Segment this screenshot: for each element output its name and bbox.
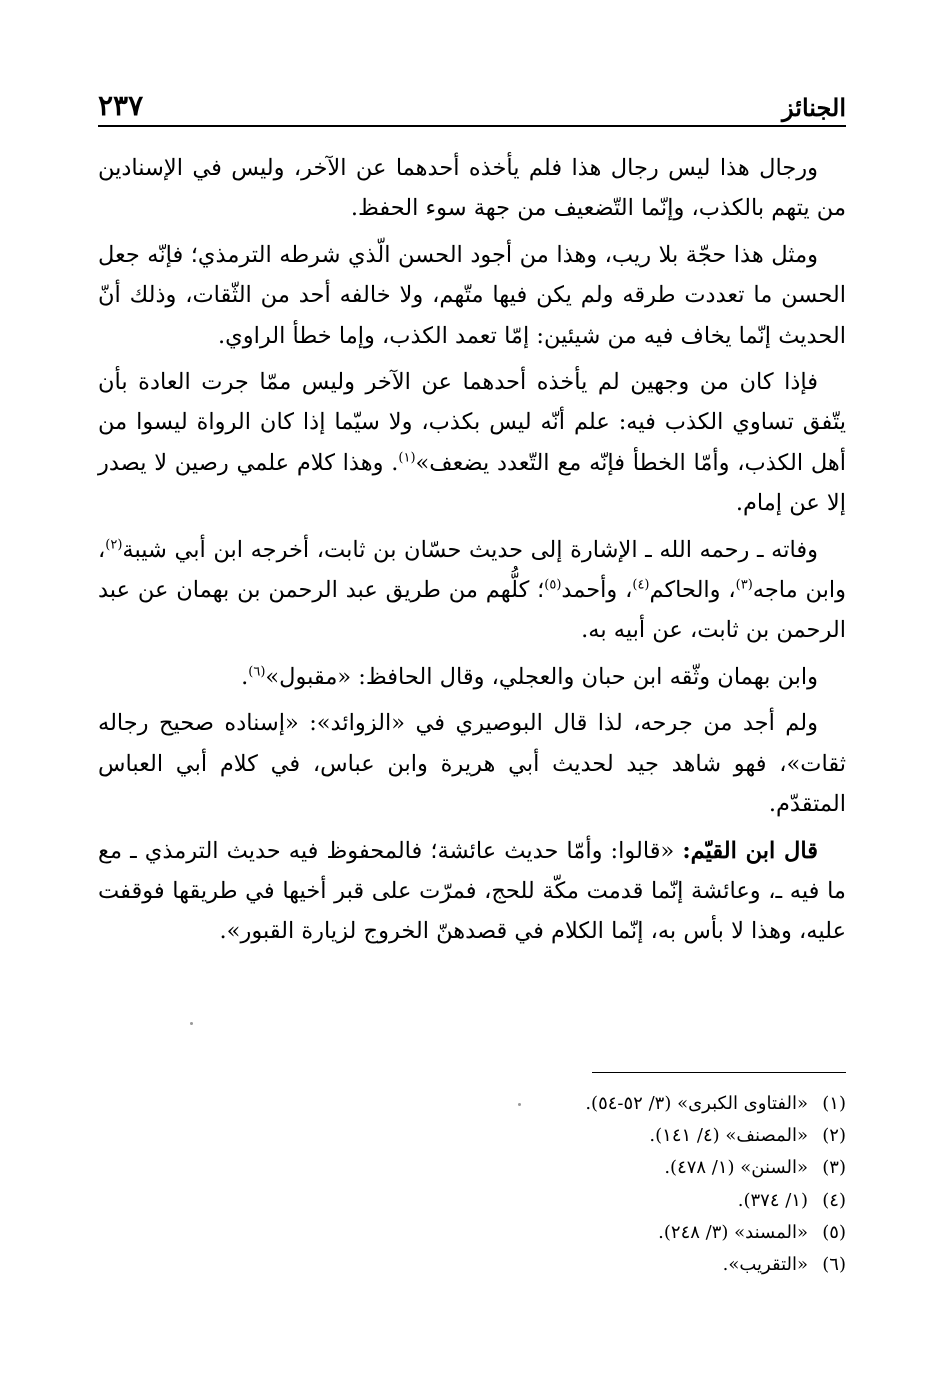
footnote-ref-4[interactable]: (٤) bbox=[632, 577, 650, 593]
chapter-title: الجنائز bbox=[782, 93, 846, 122]
header-rule bbox=[98, 125, 846, 127]
footnote-number: (٣) bbox=[822, 1157, 846, 1179]
paragraph-3-text: فإذا كان من وجهين لم يأخذه أحدهما عن الآخر وليس ممّا جرت العادة بأن يتّفق تساوي الكذب فيه: علم أنّه ليس بكذب، ولا سيّما إذا كان الرواة ليسوا من أهل الكذب، وأمّا الخطأ فإنّه مع التّعدد يضعف» bbox=[98, 369, 846, 476]
paragraph-2-text: ومثل هذا حجّة بلا ريب، وهذا من أجود الحسن الّذي شرطه الترمذي؛ فإنّه جعل الحسن ما تعددت طرقه ولم يكن فيها متّهم، ولا خالفه أحد من الثّقات، وذلك أنّ الحديث إنّما يخاف فيه من شيئين: إمّا تعمد الكذب، وإما خطأ الراوي. bbox=[98, 241, 846, 349]
paragraph-4-text: وفاته ـ رحمه الله ـ الإشارة إلى حديث حسّان بن ثابت، أخرجه ابن أبي شيبة bbox=[122, 536, 818, 563]
scan-speck bbox=[518, 1103, 521, 1106]
paragraph-5-text: وابن بهمان وثّقه ابن حبان والعجلي، وقال الحافظ: «مقبول» bbox=[265, 663, 818, 690]
paragraph-7-text: «قالوا: وأمّا حديث عائشة؛ فالمحفوظ فيه حديث الترمذي ـ مع ما فيه ـ، وعائشة إنّما قدمت مكّة للحج، فمرّت على قبر أخيها في طريقها فوقفت عليه، وهذا لا بأس به، إنّما الكلام في قصدهنّ الخروج لزيارة القبور». bbox=[98, 837, 846, 945]
footnote-text: (١/ ٣٧٤). bbox=[737, 1189, 808, 1211]
paragraph-5 bbox=[98, 657, 846, 697]
paragraph-4-text-c: ، والحاكم bbox=[649, 577, 736, 604]
paragraph-7 bbox=[98, 831, 846, 952]
page-header bbox=[98, 82, 846, 122]
quote-lead-ibn-alqayyim: قال ابن القيّم: bbox=[682, 837, 818, 864]
footnote-ref-6[interactable]: (٦) bbox=[248, 664, 266, 680]
footnote-3 bbox=[400, 1152, 846, 1184]
footnote-text: «المصنف» (٤/ ١٤١). bbox=[649, 1125, 808, 1147]
paragraph-2 bbox=[98, 235, 846, 356]
footnote-text: «السنن» (١/ ٤٧٨). bbox=[664, 1157, 808, 1179]
footnote-ref-2[interactable]: (٢) bbox=[105, 537, 123, 553]
footnote-number: (٦) bbox=[822, 1254, 846, 1276]
footnote-number: (٤) bbox=[822, 1189, 846, 1211]
page-number: ٢٣٧ bbox=[98, 89, 144, 122]
paragraph-3 bbox=[98, 362, 846, 524]
footnote-separator bbox=[592, 1072, 846, 1073]
scan-speck bbox=[190, 1022, 193, 1025]
footnote-number: (١) bbox=[822, 1093, 846, 1114]
footnote-5 bbox=[400, 1217, 846, 1249]
footnote-text: «الفتاوى الكبرى» (٣/ ٥٢-٥٤). bbox=[585, 1093, 808, 1114]
paragraph-5-text-end: . bbox=[241, 663, 249, 690]
footnote-1 bbox=[400, 1088, 846, 1120]
footnote-6 bbox=[400, 1249, 846, 1281]
footnote-text: «المسند» (٣/ ٢٤٨). bbox=[658, 1221, 808, 1243]
paragraph-3-text-end: . وهذا كلام علمي رصين لا يصدر إلا عن إمام. bbox=[98, 449, 846, 517]
paragraph-1 bbox=[98, 148, 846, 229]
paragraph-4-text-d: ، وأحمد bbox=[561, 577, 633, 604]
main-text bbox=[98, 148, 846, 958]
paragraph-6 bbox=[98, 703, 846, 824]
paragraph-4 bbox=[98, 530, 846, 651]
footnote-text: «التقريب». bbox=[722, 1254, 808, 1276]
footnote-2 bbox=[400, 1120, 846, 1152]
footnote-number: (٥) bbox=[822, 1221, 846, 1243]
footnote-ref-3[interactable]: (٣) bbox=[735, 577, 753, 593]
paragraph-6-text: ولم أجد من جرحه، لذا قال البوصيري في «الزوائد»: «إسناده صحيح رجاله ثقات»، فهو شاهد جيد لحديث أبي هريرة وابن عباس، في كلام أبي العباس المتقدّم. bbox=[98, 710, 846, 818]
paragraph-1-text: ورجال هذا ليس رجال هذا فلم يأخذه أحدهما عن الآخر، وليس في الإسنادين من يتهم بالكذب، وإنّما التّضعيف من جهة سوء الحفظ. bbox=[98, 155, 846, 222]
paragraph-4-text-e: ؛ كلُّهم من طريق عبد الرحمن بن بهمان عن عبد الرحمن بن ثابت، عن أبيه به. bbox=[98, 577, 846, 644]
footnote-number: (٢) bbox=[822, 1125, 846, 1147]
footnotes bbox=[400, 1088, 846, 1281]
footnote-ref-5[interactable]: (٥) bbox=[544, 577, 562, 593]
footnote-ref-1[interactable]: (١) bbox=[398, 450, 416, 466]
footnote-4 bbox=[400, 1185, 846, 1217]
paragraph-4-text-b: ، وابن ماجه bbox=[98, 536, 847, 604]
